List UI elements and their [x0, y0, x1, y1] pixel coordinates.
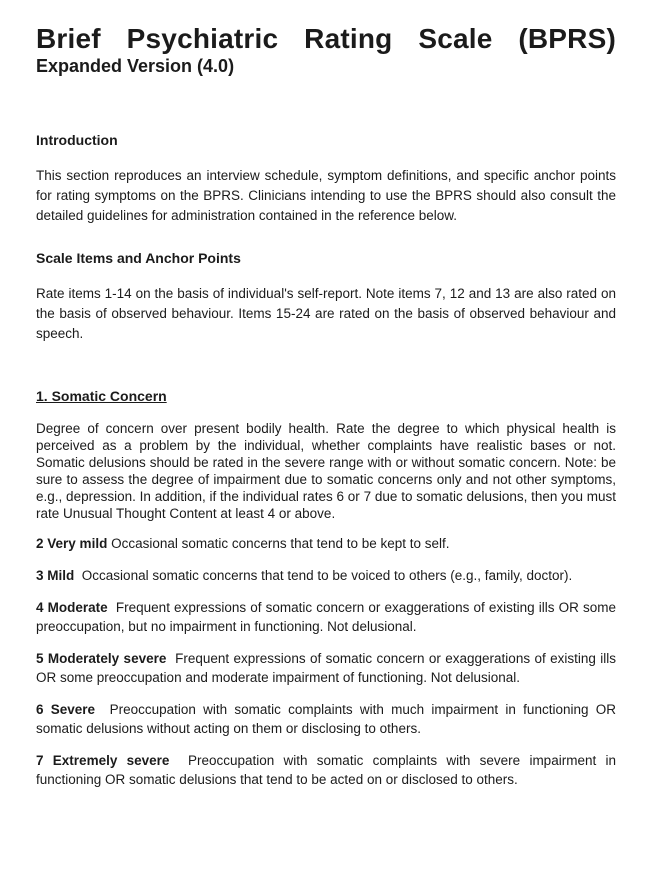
anchor-rating-number: 4 [36, 600, 44, 615]
scale-items-paragraph: Rate items 1-14 on the basis of individual's self-report. Note items 7, 12 and 13 are also rated on the basis of observed behaviour. Items 15-24 are rated on the basis of observed behaviour and speech. [36, 286, 616, 341]
anchor-description: Frequent expressions of somatic concern or exaggerations of existing ills OR some preoccupation, but no impairment in functioning. Not delusional. [36, 600, 616, 634]
document-title: Brief Psychiatric Rating Scale (BPRS) [36, 23, 616, 54]
anchor-description: Preoccupation with somatic complaints with severe impairment in functioning OR somatic delusions that tend to be acted on or disclosed to others. [36, 753, 616, 787]
anchor-severity-label: Extremely severe [52, 753, 170, 768]
document-header [36, 24, 616, 77]
anchor-rating-number: 5 [36, 651, 44, 666]
anchor-description: Occasional somatic concerns that tend to be kept to self. [111, 536, 450, 551]
anchor-rating-number: 2 [36, 536, 44, 551]
anchor-description: Occasional somatic concerns that tend to be voiced to others (e.g., family, doctor). [81, 568, 573, 583]
anchor-point-very-mild [36, 534, 616, 553]
anchor-severity-label: Severe [50, 702, 96, 717]
somatic-concern-description: Degree of concern over present bodily health. Rate the degree to which physical health is perceived as a problem by the individual, whether complaints have realistic bases or not. Somatic delusions should be rated in the severe range with or without somatic concern. Note: be sure to assess the degree of impairment due to somatic concerns only and not other symptoms, e.g., depression. In addition, if the individual rates 6 or 7 due to somatic delusions, then you must rate Unusual Thought Content at least 4 or above. [36, 421, 616, 521]
anchor-rating-number: 7 [36, 753, 44, 768]
anchor-point-moderate [36, 598, 616, 636]
anchor-severity-label: Moderate [47, 600, 108, 615]
anchor-description: Frequent expressions of somatic concern or exaggerations of existing ills OR some preoccupation and moderate impairment of functioning. Not delusional. [36, 651, 616, 685]
anchor-point-moderately-severe [36, 649, 616, 687]
anchor-rating-number: 6 [36, 702, 44, 717]
anchor-severity-label: Mild [47, 568, 75, 583]
anchor-point-extremely-severe [36, 751, 616, 789]
anchor-point-mild [36, 566, 616, 585]
document-subtitle: Expanded Version (4.0) [36, 56, 235, 76]
item-heading-somatic-concern: 1. Somatic Concern [36, 388, 167, 404]
anchor-rating-number: 3 [36, 568, 44, 583]
introduction-paragraph: This section reproduces an interview schedule, symptom definitions, and specific anchor points for rating symptoms on the BPRS. Clinicians intending to use the BPRS should also consult the detailed guidelines for administration contained in the reference below. [36, 168, 616, 223]
section-heading-introduction: Introduction [36, 132, 118, 148]
anchor-severity-label: Moderately severe [47, 651, 167, 666]
anchor-description: Preoccupation with somatic complaints with much impairment in functioning OR somatic delusions without acting on them or disclosing to others. [36, 702, 616, 736]
anchor-point-severe [36, 700, 616, 738]
section-heading-scale-items-anchor-points: Scale Items and Anchor Points [36, 250, 241, 266]
anchor-severity-label: Very mild [47, 536, 108, 551]
